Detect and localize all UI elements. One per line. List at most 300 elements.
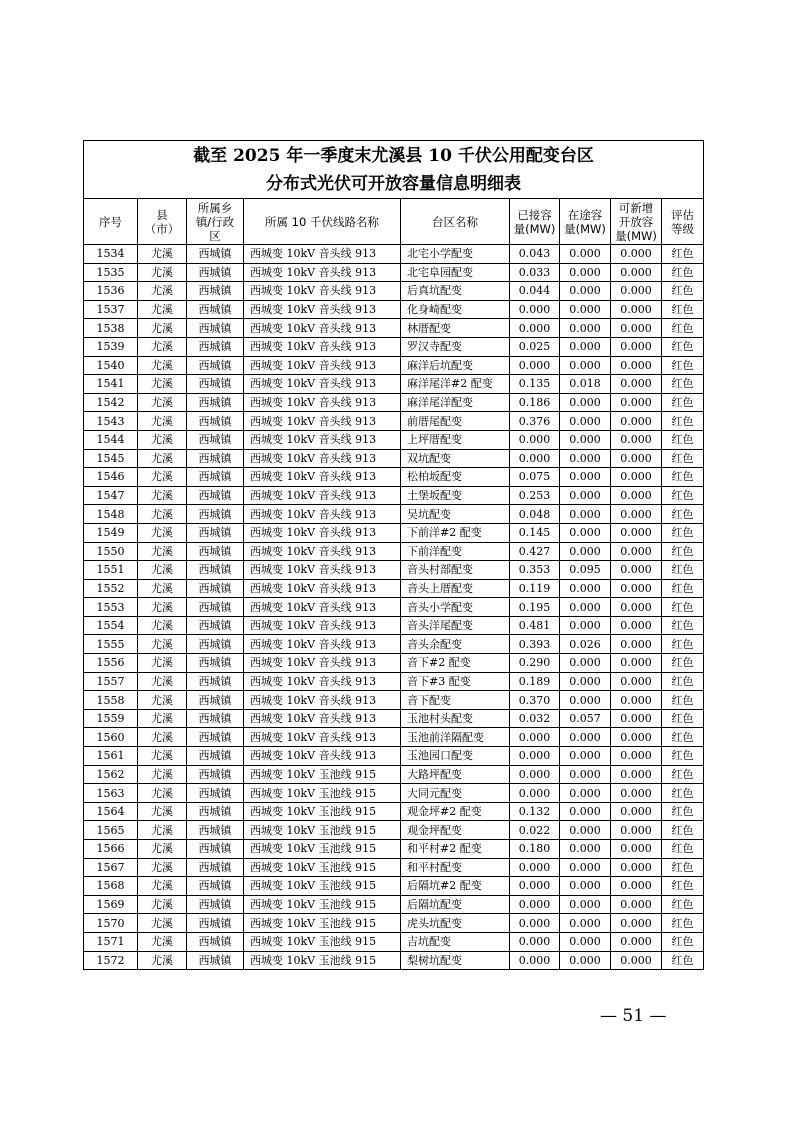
cell-connected: 0.000 xyxy=(510,765,560,784)
cell-in-progress: 0.000 xyxy=(560,449,611,468)
cell-area: 音头余配变 xyxy=(401,635,510,654)
cell-grade: 红色 xyxy=(662,598,704,617)
cell-available: 0.000 xyxy=(611,765,662,784)
cell-town: 西城镇 xyxy=(187,468,244,487)
table-row xyxy=(84,337,704,356)
cell-area: 音头洋尾配变 xyxy=(401,616,510,635)
cell-town: 西城镇 xyxy=(187,263,244,282)
cell-line: 西城变 10kV 音头线 913 xyxy=(244,598,401,617)
table-row xyxy=(84,282,704,301)
cell-connected: 0.025 xyxy=(510,337,560,356)
cell-line: 西城变 10kV 玉池线 915 xyxy=(244,840,401,859)
cell-connected: 0.022 xyxy=(510,821,560,840)
cell-in-progress: 0.000 xyxy=(560,579,611,598)
cell-available: 0.000 xyxy=(611,709,662,728)
cell-seq: 1550 xyxy=(84,542,138,561)
cell-connected: 0.000 xyxy=(510,951,560,970)
cell-in-progress: 0.000 xyxy=(560,821,611,840)
cell-line: 西城变 10kV 玉池线 915 xyxy=(244,784,401,803)
cell-seq: 1566 xyxy=(84,840,138,859)
cell-seq: 1537 xyxy=(84,300,138,319)
cell-connected: 0.044 xyxy=(510,282,560,301)
cell-county: 尤溪 xyxy=(138,523,187,542)
cell-seq: 1563 xyxy=(84,784,138,803)
table-row xyxy=(84,858,704,877)
table-body xyxy=(84,245,704,970)
cell-area: 大路坪配变 xyxy=(401,765,510,784)
cell-available: 0.000 xyxy=(611,747,662,766)
cell-available: 0.000 xyxy=(611,635,662,654)
table-row xyxy=(84,691,704,710)
cell-seq: 1557 xyxy=(84,672,138,691)
cell-town: 西城镇 xyxy=(187,635,244,654)
table-row xyxy=(84,375,704,394)
title-line-2: 分布式光伏可开放容量信息明细表 xyxy=(266,173,522,194)
cell-connected: 0.145 xyxy=(510,523,560,542)
cell-area: 前厝尾配变 xyxy=(401,412,510,431)
cell-county: 尤溪 xyxy=(138,840,187,859)
cell-seq: 1542 xyxy=(84,393,138,412)
cell-area: 下前洋配变 xyxy=(401,542,510,561)
cell-town: 西城镇 xyxy=(187,412,244,431)
cell-in-progress: 0.000 xyxy=(560,523,611,542)
cell-grade: 红色 xyxy=(662,337,704,356)
table-row xyxy=(84,802,704,821)
cell-town: 西城镇 xyxy=(187,300,244,319)
cell-line: 西城变 10kV 音头线 913 xyxy=(244,300,401,319)
cell-area: 音头上厝配变 xyxy=(401,579,510,598)
cell-county: 尤溪 xyxy=(138,579,187,598)
cell-in-progress: 0.000 xyxy=(560,747,611,766)
cell-connected: 0.376 xyxy=(510,412,560,431)
table-row xyxy=(84,468,704,487)
cell-area: 音下配变 xyxy=(401,691,510,710)
cell-grade: 红色 xyxy=(662,468,704,487)
cell-in-progress: 0.000 xyxy=(560,932,611,951)
cell-in-progress: 0.000 xyxy=(560,263,611,282)
cell-seq: 1572 xyxy=(84,951,138,970)
cell-connected: 0.189 xyxy=(510,672,560,691)
table-row xyxy=(84,393,704,412)
table-row xyxy=(84,709,704,728)
cell-area: 后真坑配变 xyxy=(401,282,510,301)
cell-in-progress: 0.000 xyxy=(560,393,611,412)
cell-available: 0.000 xyxy=(611,802,662,821)
cell-seq: 1554 xyxy=(84,616,138,635)
cell-available: 0.000 xyxy=(611,356,662,375)
cell-seq: 1560 xyxy=(84,728,138,747)
cell-seq: 1561 xyxy=(84,747,138,766)
cell-connected: 0.290 xyxy=(510,654,560,673)
cell-available: 0.000 xyxy=(611,598,662,617)
cell-grade: 红色 xyxy=(662,393,704,412)
cell-line: 西城变 10kV 音头线 913 xyxy=(244,486,401,505)
cell-seq: 1547 xyxy=(84,486,138,505)
cell-grade: 红色 xyxy=(662,356,704,375)
cell-county: 尤溪 xyxy=(138,691,187,710)
cell-connected: 0.000 xyxy=(510,784,560,803)
cell-area: 音头小学配变 xyxy=(401,598,510,617)
cell-available: 0.000 xyxy=(611,542,662,561)
cell-line: 西城变 10kV 玉池线 915 xyxy=(244,821,401,840)
cell-seq: 1567 xyxy=(84,858,138,877)
cell-grade: 红色 xyxy=(662,449,704,468)
cell-town: 西城镇 xyxy=(187,375,244,394)
cell-in-progress: 0.000 xyxy=(560,784,611,803)
cell-available: 0.000 xyxy=(611,337,662,356)
cell-county: 尤溪 xyxy=(138,635,187,654)
cell-town: 西城镇 xyxy=(187,430,244,449)
cell-line: 西城变 10kV 音头线 913 xyxy=(244,375,401,394)
cell-grade: 红色 xyxy=(662,765,704,784)
cell-area: 上坪厝配变 xyxy=(401,430,510,449)
cell-county: 尤溪 xyxy=(138,542,187,561)
table-row xyxy=(84,263,704,282)
cell-line: 西城变 10kV 音头线 913 xyxy=(244,691,401,710)
cell-grade: 红色 xyxy=(662,728,704,747)
cell-seq: 1564 xyxy=(84,802,138,821)
cell-seq: 1549 xyxy=(84,523,138,542)
cell-available: 0.000 xyxy=(611,951,662,970)
cell-town: 西城镇 xyxy=(187,914,244,933)
cell-connected: 0.000 xyxy=(510,319,560,338)
table-row xyxy=(84,505,704,524)
cell-in-progress: 0.000 xyxy=(560,505,611,524)
cell-connected: 0.195 xyxy=(510,598,560,617)
cell-grade: 红色 xyxy=(662,635,704,654)
table-row xyxy=(84,784,704,803)
cell-town: 西城镇 xyxy=(187,672,244,691)
cell-available: 0.000 xyxy=(611,895,662,914)
cell-line: 西城变 10kV 音头线 913 xyxy=(244,356,401,375)
cell-in-progress: 0.000 xyxy=(560,840,611,859)
cell-area: 后隔坑#2 配变 xyxy=(401,877,510,896)
cell-available: 0.000 xyxy=(611,561,662,580)
cell-grade: 红色 xyxy=(662,691,704,710)
cell-grade: 红色 xyxy=(662,430,704,449)
cell-county: 尤溪 xyxy=(138,914,187,933)
cell-county: 尤溪 xyxy=(138,486,187,505)
cell-town: 西城镇 xyxy=(187,356,244,375)
cell-area: 音下#2 配变 xyxy=(401,654,510,673)
cell-town: 西城镇 xyxy=(187,542,244,561)
cell-county: 尤溪 xyxy=(138,505,187,524)
table-row xyxy=(84,672,704,691)
cell-area: 玉池村头配变 xyxy=(401,709,510,728)
cell-seq: 1534 xyxy=(84,245,138,264)
cell-line: 西城变 10kV 音头线 913 xyxy=(244,468,401,487)
cell-line: 西城变 10kV 音头线 913 xyxy=(244,728,401,747)
header-area: 台区名称 xyxy=(401,199,510,245)
cell-area: 音头村部配变 xyxy=(401,561,510,580)
cell-connected: 0.000 xyxy=(510,858,560,877)
cell-area: 麻洋尾洋配变 xyxy=(401,393,510,412)
cell-town: 西城镇 xyxy=(187,449,244,468)
cell-in-progress: 0.000 xyxy=(560,598,611,617)
cell-connected: 0.048 xyxy=(510,505,560,524)
cell-line: 西城变 10kV 音头线 913 xyxy=(244,393,401,412)
cell-county: 尤溪 xyxy=(138,877,187,896)
header-available: 可新增 开放容 量(MW) xyxy=(611,199,662,245)
cell-grade: 红色 xyxy=(662,319,704,338)
table-row xyxy=(84,245,704,264)
table-row xyxy=(84,895,704,914)
cell-connected: 0.000 xyxy=(510,895,560,914)
cell-area: 音下#3 配变 xyxy=(401,672,510,691)
cell-available: 0.000 xyxy=(611,412,662,431)
cell-grade: 红色 xyxy=(662,486,704,505)
cell-grade: 红色 xyxy=(662,709,704,728)
table-row xyxy=(84,319,704,338)
cell-line: 西城变 10kV 玉池线 915 xyxy=(244,877,401,896)
cell-town: 西城镇 xyxy=(187,616,244,635)
cell-town: 西城镇 xyxy=(187,654,244,673)
header-town: 所属乡 镇/行政 区 xyxy=(187,199,244,245)
cell-grade: 红色 xyxy=(662,412,704,431)
cell-connected: 0.253 xyxy=(510,486,560,505)
cell-county: 尤溪 xyxy=(138,616,187,635)
cell-grade: 红色 xyxy=(662,932,704,951)
cell-county: 尤溪 xyxy=(138,449,187,468)
cell-grade: 红色 xyxy=(662,747,704,766)
cell-town: 西城镇 xyxy=(187,821,244,840)
cell-in-progress: 0.000 xyxy=(560,245,611,264)
cell-grade: 红色 xyxy=(662,821,704,840)
cell-seq: 1544 xyxy=(84,430,138,449)
cell-town: 西城镇 xyxy=(187,709,244,728)
cell-area: 和平村配变 xyxy=(401,858,510,877)
cell-available: 0.000 xyxy=(611,672,662,691)
table-row xyxy=(84,561,704,580)
cell-in-progress: 0.000 xyxy=(560,616,611,635)
cell-available: 0.000 xyxy=(611,282,662,301)
cell-available: 0.000 xyxy=(611,932,662,951)
cell-town: 西城镇 xyxy=(187,505,244,524)
cell-area: 观金坪配变 xyxy=(401,821,510,840)
cell-county: 尤溪 xyxy=(138,393,187,412)
cell-county: 尤溪 xyxy=(138,282,187,301)
cell-seq: 1548 xyxy=(84,505,138,524)
cell-in-progress: 0.000 xyxy=(560,300,611,319)
cell-area: 后隔坑配变 xyxy=(401,895,510,914)
cell-town: 西城镇 xyxy=(187,245,244,264)
cell-seq: 1568 xyxy=(84,877,138,896)
cell-area: 松柏坂配变 xyxy=(401,468,510,487)
cell-available: 0.000 xyxy=(611,784,662,803)
cell-line: 西城变 10kV 玉池线 915 xyxy=(244,951,401,970)
cell-seq: 1539 xyxy=(84,337,138,356)
cell-line: 西城变 10kV 音头线 913 xyxy=(244,430,401,449)
table-row xyxy=(84,951,704,970)
cell-grade: 红色 xyxy=(662,245,704,264)
cell-seq: 1551 xyxy=(84,561,138,580)
cell-available: 0.000 xyxy=(611,691,662,710)
cell-town: 西城镇 xyxy=(187,691,244,710)
cell-grade: 红色 xyxy=(662,802,704,821)
table-row xyxy=(84,747,704,766)
cell-grade: 红色 xyxy=(662,263,704,282)
page-number: — 51 — xyxy=(600,1006,667,1026)
cell-grade: 红色 xyxy=(662,784,704,803)
table-row xyxy=(84,430,704,449)
cell-area: 化身崎配变 xyxy=(401,300,510,319)
cell-grade: 红色 xyxy=(662,672,704,691)
cell-grade: 红色 xyxy=(662,616,704,635)
cell-line: 西城变 10kV 音头线 913 xyxy=(244,282,401,301)
cell-line: 西城变 10kV 音头线 913 xyxy=(244,505,401,524)
cell-available: 0.000 xyxy=(611,263,662,282)
cell-line: 西城变 10kV 玉池线 915 xyxy=(244,858,401,877)
cell-town: 西城镇 xyxy=(187,282,244,301)
cell-grade: 红色 xyxy=(662,282,704,301)
cell-area: 大同元配变 xyxy=(401,784,510,803)
cell-county: 尤溪 xyxy=(138,672,187,691)
cell-in-progress: 0.000 xyxy=(560,337,611,356)
cell-connected: 0.000 xyxy=(510,877,560,896)
cell-line: 西城变 10kV 音头线 913 xyxy=(244,412,401,431)
cell-county: 尤溪 xyxy=(138,895,187,914)
cell-grade: 红色 xyxy=(662,505,704,524)
header-county: 县 （市） xyxy=(138,199,187,245)
cell-county: 尤溪 xyxy=(138,561,187,580)
cell-seq: 1559 xyxy=(84,709,138,728)
cell-town: 西城镇 xyxy=(187,561,244,580)
cell-in-progress: 0.000 xyxy=(560,319,611,338)
cell-seq: 1570 xyxy=(84,914,138,933)
cell-town: 西城镇 xyxy=(187,486,244,505)
cell-connected: 0.032 xyxy=(510,709,560,728)
cell-county: 尤溪 xyxy=(138,951,187,970)
cell-area: 观金坪#2 配变 xyxy=(401,802,510,821)
cell-grade: 红色 xyxy=(662,951,704,970)
cell-grade: 红色 xyxy=(662,858,704,877)
cell-connected: 0.000 xyxy=(510,449,560,468)
cell-seq: 1571 xyxy=(84,932,138,951)
cell-connected: 0.180 xyxy=(510,840,560,859)
table-row xyxy=(84,821,704,840)
cell-town: 西城镇 xyxy=(187,319,244,338)
cell-line: 西城变 10kV 音头线 913 xyxy=(244,319,401,338)
cell-in-progress: 0.000 xyxy=(560,914,611,933)
cell-in-progress: 0.000 xyxy=(560,858,611,877)
cell-county: 尤溪 xyxy=(138,858,187,877)
cell-line: 西城变 10kV 音头线 913 xyxy=(244,747,401,766)
cell-town: 西城镇 xyxy=(187,858,244,877)
cell-county: 尤溪 xyxy=(138,412,187,431)
cell-in-progress: 0.000 xyxy=(560,468,611,487)
header-grade: 评估 等级 xyxy=(662,199,704,245)
cell-line: 西城变 10kV 音头线 913 xyxy=(244,654,401,673)
cell-available: 0.000 xyxy=(611,245,662,264)
cell-in-progress: 0.000 xyxy=(560,951,611,970)
cell-county: 尤溪 xyxy=(138,468,187,487)
cell-county: 尤溪 xyxy=(138,728,187,747)
cell-available: 0.000 xyxy=(611,840,662,859)
cell-town: 西城镇 xyxy=(187,337,244,356)
cell-line: 西城变 10kV 音头线 913 xyxy=(244,709,401,728)
cell-in-progress: 0.000 xyxy=(560,691,611,710)
cell-grade: 红色 xyxy=(662,914,704,933)
cell-area: 北宅小学配变 xyxy=(401,245,510,264)
cell-town: 西城镇 xyxy=(187,393,244,412)
cell-area: 下前洋#2 配变 xyxy=(401,523,510,542)
table-row xyxy=(84,654,704,673)
cell-seq: 1538 xyxy=(84,319,138,338)
cell-county: 尤溪 xyxy=(138,300,187,319)
cell-available: 0.000 xyxy=(611,449,662,468)
cell-town: 西城镇 xyxy=(187,802,244,821)
cell-available: 0.000 xyxy=(611,300,662,319)
cell-seq: 1546 xyxy=(84,468,138,487)
cell-county: 尤溪 xyxy=(138,821,187,840)
cell-available: 0.000 xyxy=(611,375,662,394)
cell-in-progress: 0.018 xyxy=(560,375,611,394)
header-seq: 序号 xyxy=(84,199,138,245)
table-row xyxy=(84,765,704,784)
cell-area: 北宅阜园配变 xyxy=(401,263,510,282)
cell-grade: 红色 xyxy=(662,840,704,859)
cell-area: 土堡坂配变 xyxy=(401,486,510,505)
cell-line: 西城变 10kV 音头线 913 xyxy=(244,672,401,691)
header-row xyxy=(84,199,704,245)
cell-available: 0.000 xyxy=(611,616,662,635)
cell-county: 尤溪 xyxy=(138,319,187,338)
cell-in-progress: 0.000 xyxy=(560,672,611,691)
title-line-1: 截至 2025 年一季度末尤溪县 10 千伏公用配变台区 xyxy=(193,145,594,166)
cell-area: 梨树坑配变 xyxy=(401,951,510,970)
cell-seq: 1541 xyxy=(84,375,138,394)
table-row xyxy=(84,449,704,468)
cell-seq: 1540 xyxy=(84,356,138,375)
cell-in-progress: 0.000 xyxy=(560,542,611,561)
cell-in-progress: 0.057 xyxy=(560,709,611,728)
table-row xyxy=(84,523,704,542)
cell-town: 西城镇 xyxy=(187,784,244,803)
cell-grade: 红色 xyxy=(662,654,704,673)
cell-seq: 1545 xyxy=(84,449,138,468)
table-row xyxy=(84,412,704,431)
cell-connected: 0.000 xyxy=(510,430,560,449)
cell-area: 吉坑配变 xyxy=(401,932,510,951)
cell-county: 尤溪 xyxy=(138,356,187,375)
cell-county: 尤溪 xyxy=(138,765,187,784)
cell-connected: 0.186 xyxy=(510,393,560,412)
cell-line: 西城变 10kV 玉池线 915 xyxy=(244,765,401,784)
cell-line: 西城变 10kV 音头线 913 xyxy=(244,523,401,542)
cell-seq: 1553 xyxy=(84,598,138,617)
cell-area: 罗汉寺配变 xyxy=(401,337,510,356)
cell-area: 和平村#2 配变 xyxy=(401,840,510,859)
cell-available: 0.000 xyxy=(611,877,662,896)
cell-line: 西城变 10kV 玉池线 915 xyxy=(244,802,401,821)
table-row xyxy=(84,932,704,951)
cell-available: 0.000 xyxy=(611,319,662,338)
cell-in-progress: 0.095 xyxy=(560,561,611,580)
cell-line: 西城变 10kV 音头线 913 xyxy=(244,579,401,598)
table-row xyxy=(84,579,704,598)
cell-seq: 1558 xyxy=(84,691,138,710)
cell-town: 西城镇 xyxy=(187,877,244,896)
table-row xyxy=(84,356,704,375)
cell-in-progress: 0.000 xyxy=(560,654,611,673)
table-row xyxy=(84,486,704,505)
cell-grade: 红色 xyxy=(662,579,704,598)
cell-seq: 1536 xyxy=(84,282,138,301)
table-row xyxy=(84,877,704,896)
cell-in-progress: 0.000 xyxy=(560,486,611,505)
cell-county: 尤溪 xyxy=(138,263,187,282)
cell-connected: 0.481 xyxy=(510,616,560,635)
